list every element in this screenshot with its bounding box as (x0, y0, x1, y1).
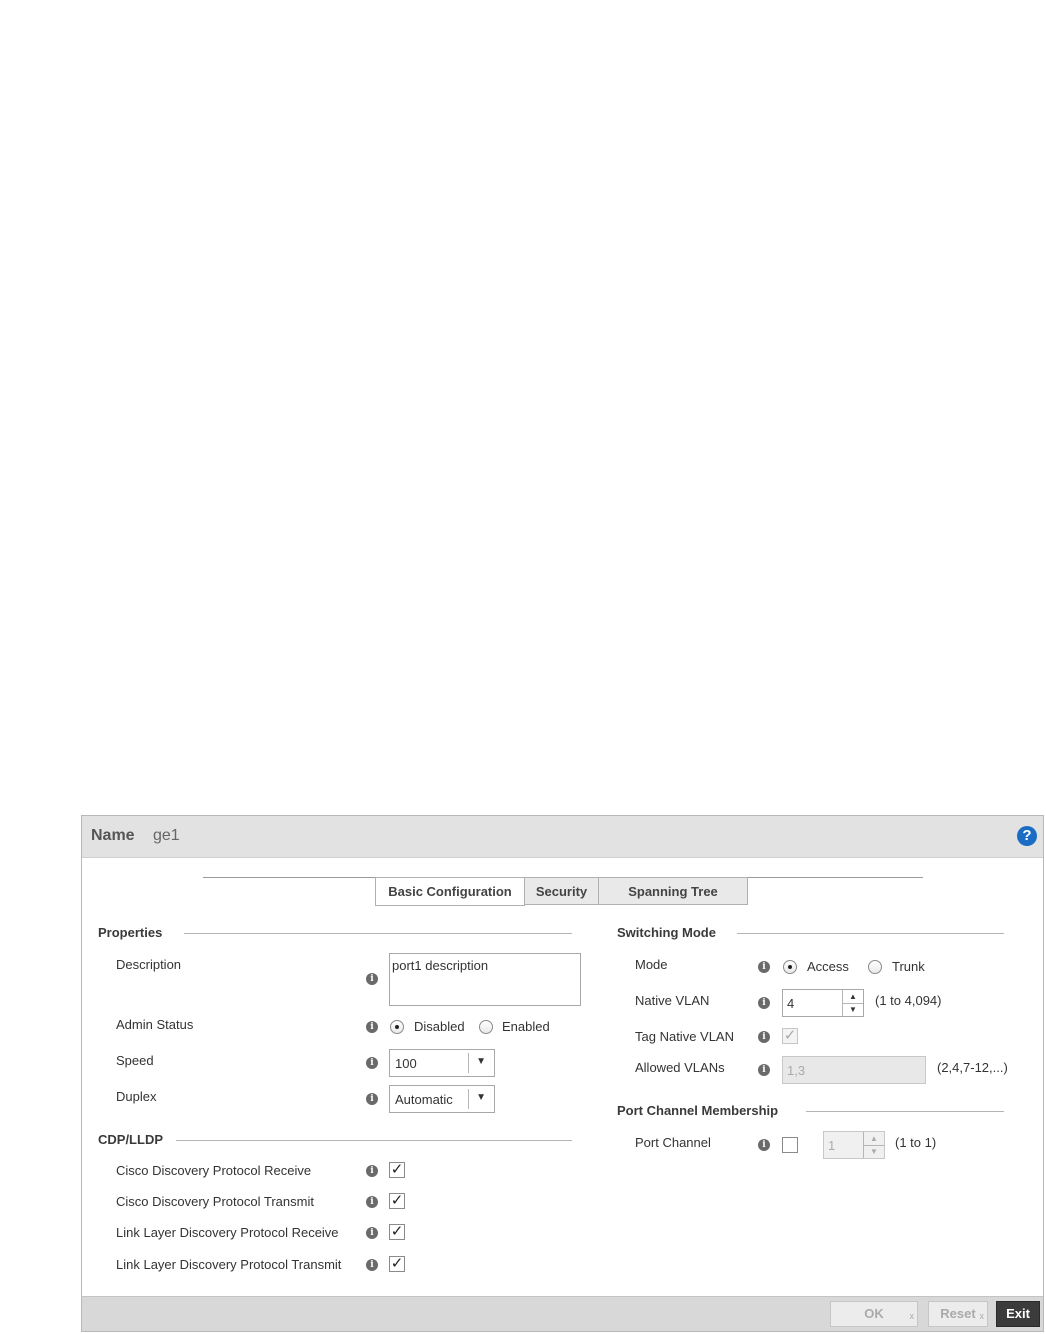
native-vlan-stepper[interactable] (782, 989, 864, 1017)
duplex-select-divider (468, 1089, 469, 1109)
admin-status-enabled-label: Enabled (502, 1019, 550, 1034)
speed-label: Speed (116, 1053, 154, 1068)
duplex-label: Duplex (116, 1089, 157, 1104)
stepper-up-icon[interactable]: ▲ (864, 1132, 884, 1146)
native-vlan-info-icon[interactable]: i (758, 997, 770, 1009)
cdp-receive-label: Cisco Discovery Protocol Receive (116, 1163, 312, 1178)
allowed-vlans-field[interactable] (782, 1056, 926, 1084)
speed-select-divider (468, 1053, 469, 1073)
mode-access-radio[interactable] (783, 960, 797, 974)
native-vlan-label: Native VLAN (635, 993, 710, 1008)
chevron-down-icon: ▼ (476, 1092, 486, 1103)
admin-status-enabled-radio[interactable] (479, 1020, 493, 1034)
duplex-select[interactable] (389, 1085, 495, 1113)
port-channel-stepper[interactable] (823, 1131, 885, 1159)
admin-status-disabled-radio[interactable] (390, 1020, 404, 1034)
description-label: Description (116, 957, 182, 972)
port-channel-checkbox[interactable] (782, 1137, 798, 1153)
reset-button-label: Reset (940, 1306, 976, 1321)
allowed-vlans-info-icon[interactable]: i (758, 1064, 770, 1076)
ok-button-label: OK (864, 1306, 884, 1321)
ok-button[interactable] (830, 1301, 918, 1327)
name-value: ge1 (153, 827, 180, 844)
native-vlan-value: 4 (787, 996, 795, 1011)
allowed-vlans-value: 1,3 (787, 1063, 806, 1078)
port-channel-section-title: Port Channel Membership (617, 1103, 779, 1118)
description-field[interactable]: port1 description (389, 953, 581, 1006)
port-channel-range-hint: (1 to 1) (895, 1135, 937, 1150)
port-config-dialog (81, 815, 1044, 1332)
lldp-receive-label: Link Layer Discovery Protocol Receive (116, 1225, 339, 1240)
port-channel-rule (806, 1111, 1004, 1112)
chevron-down-icon: ▼ (476, 1056, 486, 1067)
help-icon[interactable]: ? (1017, 826, 1037, 846)
stepper-down-icon[interactable]: ▼ (849, 1005, 857, 1014)
native-vlan-range-hint: (1 to 4,094) (875, 993, 942, 1008)
mode-trunk-label: Trunk (892, 959, 925, 974)
allowed-vlans-label: Allowed VLANs (635, 1060, 725, 1075)
tag-native-vlan-info-icon[interactable]: i (758, 1031, 770, 1043)
dialog-footer (82, 1296, 1043, 1331)
port-channel-info-icon[interactable]: i (758, 1139, 770, 1151)
duplex-value: Automatic (395, 1092, 453, 1107)
stepper-up-icon[interactable]: ▲ (843, 990, 863, 1004)
tag-native-vlan-label: Tag Native VLAN (635, 1029, 734, 1044)
lldp-transmit-label: Link Layer Discovery Protocol Transmit (116, 1257, 342, 1272)
lldp-receive-checkbox[interactable]: ✓ (390, 1223, 404, 1240)
exit-button[interactable]: Exit (996, 1301, 1040, 1327)
cdp-transmit-info-icon[interactable]: i (366, 1196, 378, 1208)
cdp-lldp-rule (176, 1140, 572, 1141)
name-label: Name (91, 827, 135, 844)
tag-native-vlan-checkbox[interactable]: ✓ (783, 1027, 797, 1044)
lldp-transmit-info-icon[interactable]: i (366, 1259, 378, 1271)
lldp-transmit-checkbox[interactable]: ✓ (390, 1255, 404, 1272)
admin-status-disabled-label: Disabled (414, 1019, 465, 1034)
close-icon: x (909, 1311, 914, 1321)
speed-select[interactable] (389, 1049, 495, 1077)
dialog-header (82, 816, 1043, 858)
port-channel-stepper-buttons (863, 1132, 884, 1158)
cdp-lldp-section-title: CDP/LLDP (98, 1132, 163, 1147)
speed-info-icon[interactable]: i (366, 1057, 378, 1069)
admin-status-label: Admin Status (116, 1017, 194, 1032)
admin-status-info-icon[interactable]: i (366, 1021, 378, 1033)
reset-button[interactable] (928, 1301, 988, 1327)
native-vlan-stepper-buttons (842, 990, 863, 1016)
port-channel-label: Port Channel (635, 1135, 711, 1150)
cdp-receive-info-icon[interactable]: i (366, 1165, 378, 1177)
tab-security[interactable]: Security (524, 877, 599, 905)
close-icon: x (979, 1311, 984, 1321)
mode-trunk-radio[interactable] (868, 960, 882, 974)
mode-info-icon[interactable]: i (758, 961, 770, 973)
stepper-down-icon[interactable]: ▼ (870, 1147, 878, 1156)
mode-label: Mode (635, 957, 668, 972)
cdp-transmit-label: Cisco Discovery Protocol Transmit (116, 1194, 314, 1209)
port-channel-value: 1 (828, 1138, 836, 1153)
tab-basic-configuration[interactable]: Basic Configuration (375, 877, 525, 906)
switching-mode-section-title: Switching Mode (617, 925, 716, 940)
allowed-vlans-hint: (2,4,7-12,...) (937, 1060, 1008, 1075)
description-info-icon[interactable]: i (366, 973, 378, 985)
tab-bar (376, 877, 748, 905)
lldp-receive-info-icon[interactable]: i (366, 1227, 378, 1239)
mode-access-label: Access (807, 959, 849, 974)
tab-spanning-tree[interactable]: Spanning Tree (598, 877, 748, 905)
switching-mode-rule (737, 933, 1004, 934)
cdp-transmit-checkbox[interactable]: ✓ (390, 1192, 404, 1209)
cdp-receive-checkbox[interactable]: ✓ (390, 1161, 404, 1178)
speed-value: 100 (395, 1056, 417, 1071)
duplex-info-icon[interactable]: i (366, 1093, 378, 1105)
properties-section-title: Properties (98, 925, 163, 940)
properties-rule (184, 933, 572, 934)
